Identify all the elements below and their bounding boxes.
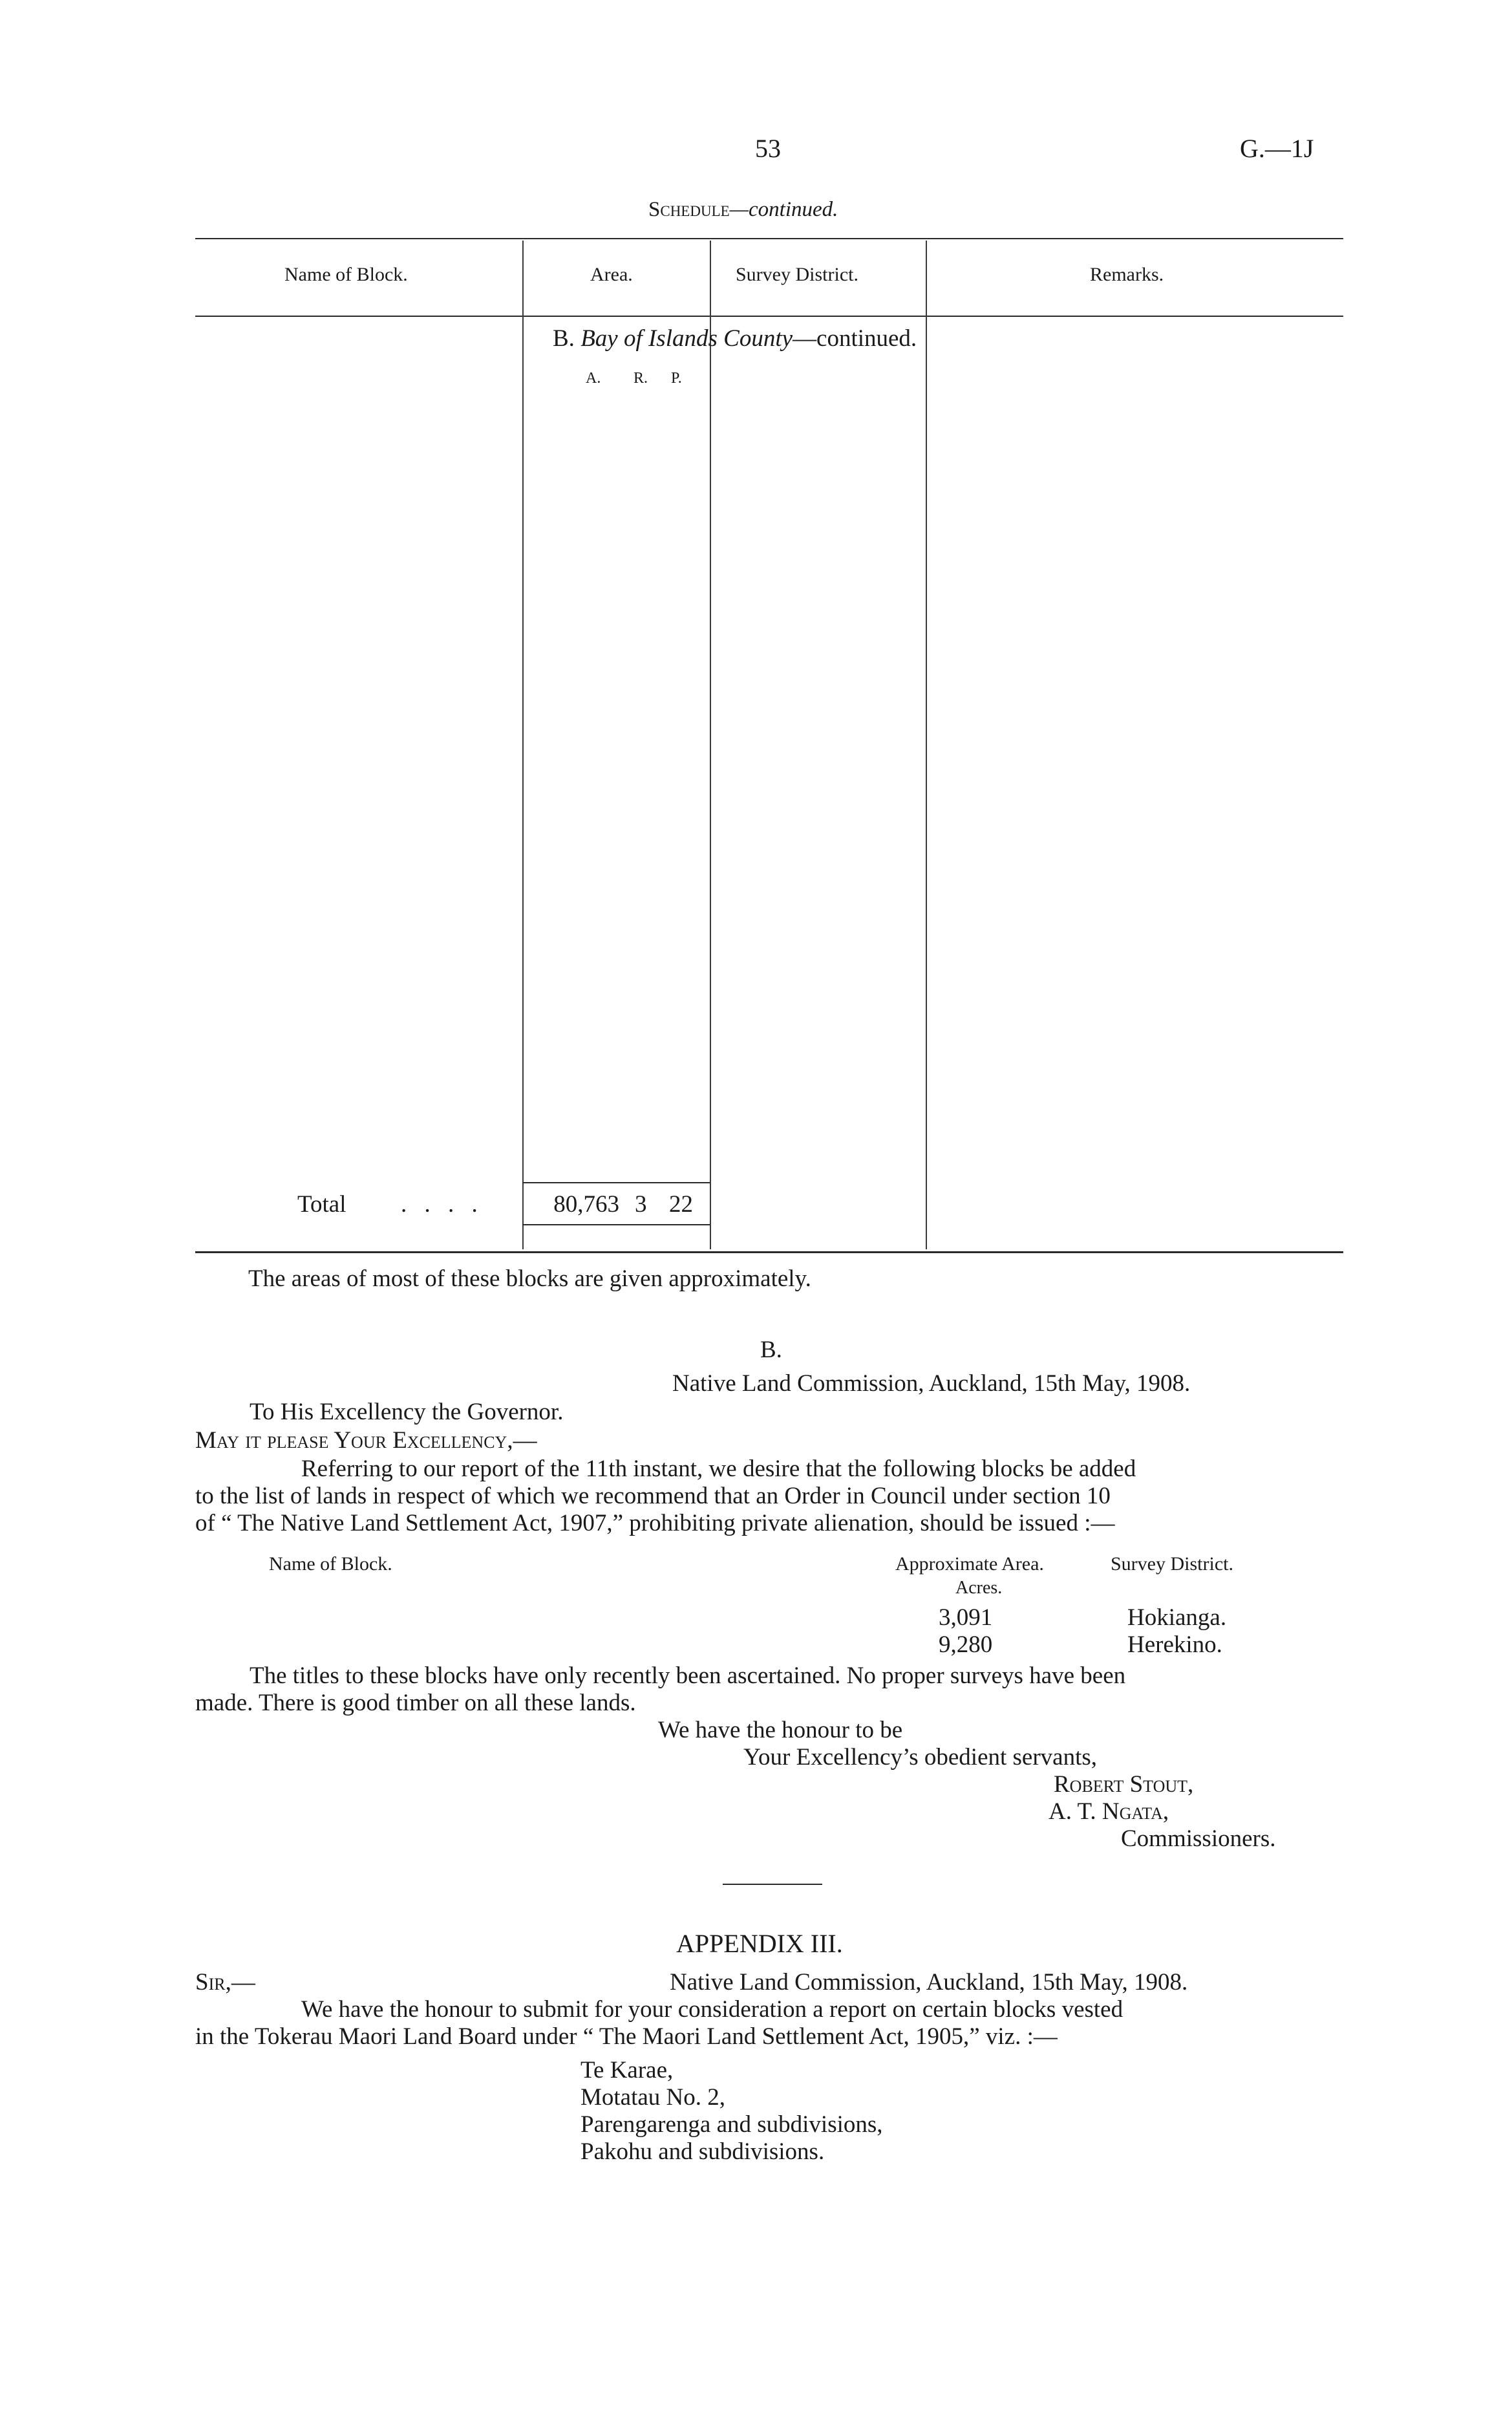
appendix-salutation: Sir,— [195, 1969, 255, 1996]
appendix-body-line-2: in the Tokerau Maori Land Board under “ The Maori Land Settlement Act, 1905,” viz. :— [195, 2023, 1058, 2050]
signatory-a-t-ngata: A. T. Ngata, [1049, 1798, 1169, 1825]
section-separator [723, 1884, 822, 1885]
column-divider-area [522, 241, 524, 1249]
section-heading [553, 325, 917, 353]
total-label: Total [297, 1191, 346, 1218]
total-perches: 22 [669, 1191, 693, 1218]
document-reference: G.—1J [1240, 134, 1314, 163]
table-top-rule [195, 238, 1343, 239]
column-header-area: Area. [590, 264, 633, 285]
section-heading-prefix: B. [553, 325, 575, 352]
total-top-rule [522, 1182, 710, 1183]
total-leader-dots: . . . . [401, 1191, 484, 1218]
column-header-remarks: Remarks. [1090, 264, 1164, 285]
appendix-list-item-1: Te Karae, [580, 2057, 674, 2083]
letter-b-salutation: May it please Your Excellency,— [195, 1427, 537, 1454]
schedule-note: The areas of most of these blocks are given approximately. [248, 1265, 811, 1292]
letter-b-closing-line-1: The titles to these blocks have only recently been ascertained. No proper surveys have been [250, 1662, 1126, 1689]
appendix-list-item-2: Motatau No. 2, [580, 2084, 726, 2111]
appendix-list-item-3: Parengarenga and subdivisions, [580, 2111, 883, 2138]
column-header-survey: Survey District. [736, 264, 858, 285]
total-roods: 3 [635, 1191, 647, 1218]
section-heading-suffix: —continued. [793, 325, 917, 352]
blocks-header-name: Name of Block. [269, 1553, 392, 1575]
schedule-title-lead: Schedule [648, 198, 730, 221]
table-bottom-rule [195, 1251, 1343, 1253]
appendix-dateline: Native Land Commission, Auckland, 15th May, 1908. [670, 1969, 1188, 1996]
blocks-header-area: Approximate Area. [895, 1553, 1044, 1575]
blocks-header-unit: Acres. [955, 1578, 1003, 1598]
page-number: 53 [755, 134, 781, 163]
column-header-name: Name of Block. [284, 264, 408, 285]
letter-b-body-line-2: to the list of lands in respect of which we recommend that an Order in Council under section 10 [195, 1483, 1111, 1509]
letter-b-addressee: To His Excellency the Governor. [250, 1399, 564, 1425]
column-divider-survey [710, 241, 711, 1249]
unit-acres: A. [586, 370, 601, 387]
unit-roods: R. [634, 370, 648, 387]
section-heading-county: Bay of Islands County [580, 325, 793, 352]
appendix-list-item-4: Pakohu and subdivisions. [580, 2138, 825, 2165]
letter-b-label: B. [760, 1337, 782, 1363]
letter-b-servants: Your Excellency’s obedient servants, [743, 1744, 1098, 1770]
letter-b-body-line-3: of “ The Native Land Settlement Act, 1907,” prohibiting private alienation, should be issued :— [195, 1510, 1115, 1536]
block-list-survey: Hokianga. [1127, 1604, 1227, 1631]
block-list-area: 3,091 [939, 1604, 993, 1631]
block-list-survey: Herekino. [1127, 1631, 1222, 1658]
appendix-title: APPENDIX III. [676, 1929, 843, 1958]
signatory-role: Commissioners. [1121, 1825, 1276, 1852]
total-acres: 80,763 [553, 1191, 619, 1218]
letter-b-honour: We have the honour to be [658, 1717, 903, 1743]
block-list-area: 9,280 [939, 1631, 993, 1658]
appendix-body-line-1: We have the honour to submit for your consideration a report on certain blocks vested [301, 1996, 1123, 2023]
blocks-header-survey: Survey District. [1111, 1553, 1233, 1575]
column-divider-remarks [926, 241, 927, 1249]
signatory-robert-stout: Robert Stout, [1054, 1771, 1194, 1798]
schedule-title [648, 195, 838, 224]
letter-b-body-line-1: Referring to our report of the 11th instant, we desire that the following blocks be added [301, 1456, 1136, 1482]
table-header-rule [195, 316, 1343, 317]
letter-b-closing-line-2: made. There is good timber on all these lands. [195, 1690, 636, 1716]
unit-perches: P. [671, 370, 682, 387]
schedule-title-tail: —continued. [729, 198, 838, 221]
letter-b-dateline: Native Land Commission, Auckland, 15th May, 1908. [672, 1370, 1191, 1397]
total-bottom-rule [522, 1224, 710, 1225]
